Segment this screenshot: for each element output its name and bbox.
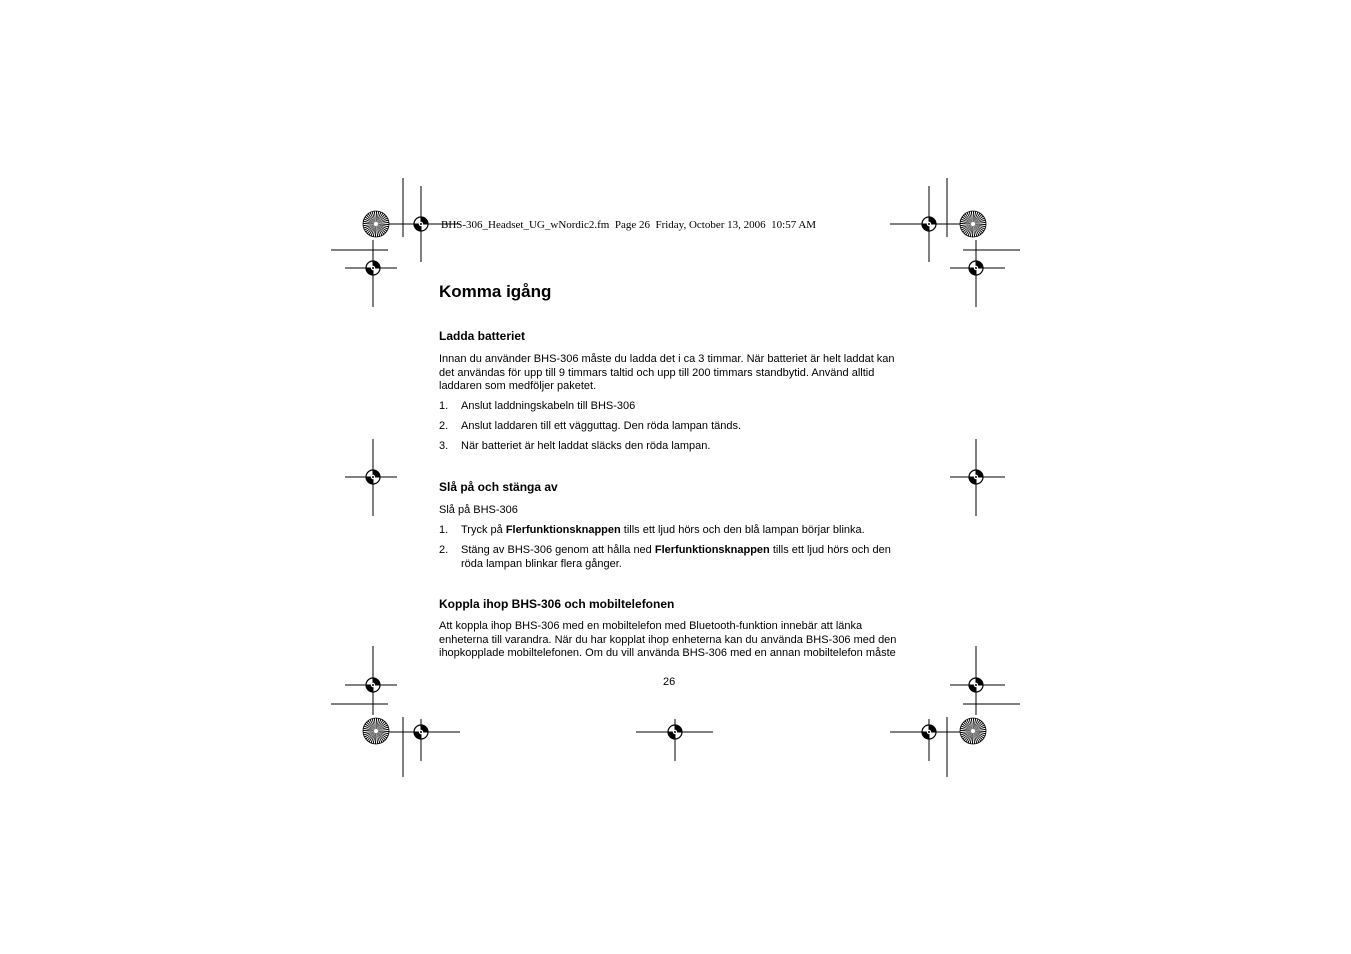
file-info-header: BHS-306_Headset_UG_wNordic2.fm Page 26 Friday, October 13, 2006 10:57 AM: [441, 219, 817, 231]
list-item: [439, 440, 904, 454]
list-number: 2.: [439, 420, 449, 432]
button-name: Flerfunktionsknappen: [505, 524, 621, 536]
starburst-target: [960, 718, 986, 744]
list-item: [439, 420, 904, 434]
list-item: [439, 400, 904, 414]
list-number: 1.: [439, 400, 449, 412]
starburst-target: [363, 718, 389, 744]
list-text: Stäng av BHS-306 genom att hålla ned: [461, 544, 655, 556]
list-text: tills ett ljud hörs och den blå lampan börjar blinka.: [620, 524, 865, 536]
starburst-target: [363, 211, 389, 237]
list-text: Anslut laddningskabeln till BHS-306: [461, 400, 636, 412]
list-number: 3.: [439, 440, 449, 452]
section-heading: Ladda batteriet: [439, 329, 526, 343]
section-heading: Koppla ihop BHS-306 och mobiltelefonen: [439, 597, 675, 611]
list-text: Anslut laddaren till ett vägguttag. Den röda lampan tänds.: [461, 420, 742, 432]
page-number: 26: [663, 676, 676, 688]
page-title: Komma igång: [439, 282, 552, 301]
list-text: När batteriet är helt laddat släcks den röda lampan.: [461, 440, 711, 452]
list-number: 1.: [439, 524, 449, 536]
section-intro: Att koppla ihop BHS-306 med en mobiltelefon med Bluetooth-funktion innebär att länka enheterna till varandra. När du har kopplat ihop enheterna kan du använda BHS-306 med den ihopkopplade mobiltelefonen. Om du vill använda BHS-306 med en annan mobiltelefon måste: [439, 620, 897, 660]
starburst-target: [960, 211, 986, 237]
section-intro: Slå på BHS-306: [439, 504, 518, 516]
button-name: Flerfunktionsknappen: [654, 544, 770, 556]
list-item: [439, 544, 904, 571]
list-text: Tryck på: [461, 524, 506, 536]
list-number: 2.: [439, 544, 449, 556]
list-text: tills ett ljud hörs och den röda lampan blinkar flera gånger.: [461, 544, 891, 570]
list-item: [439, 524, 904, 538]
section-heading: Slå på och stänga av: [439, 480, 558, 494]
section-intro: Innan du använder BHS-306 måste du ladda det i ca 3 timmar. När batteriet är helt laddat kan det användas för upp till 9 timmars taltid och upp till 200 timmars standbytid. Använd alltid laddaren som medföljer paketet.: [439, 353, 895, 393]
